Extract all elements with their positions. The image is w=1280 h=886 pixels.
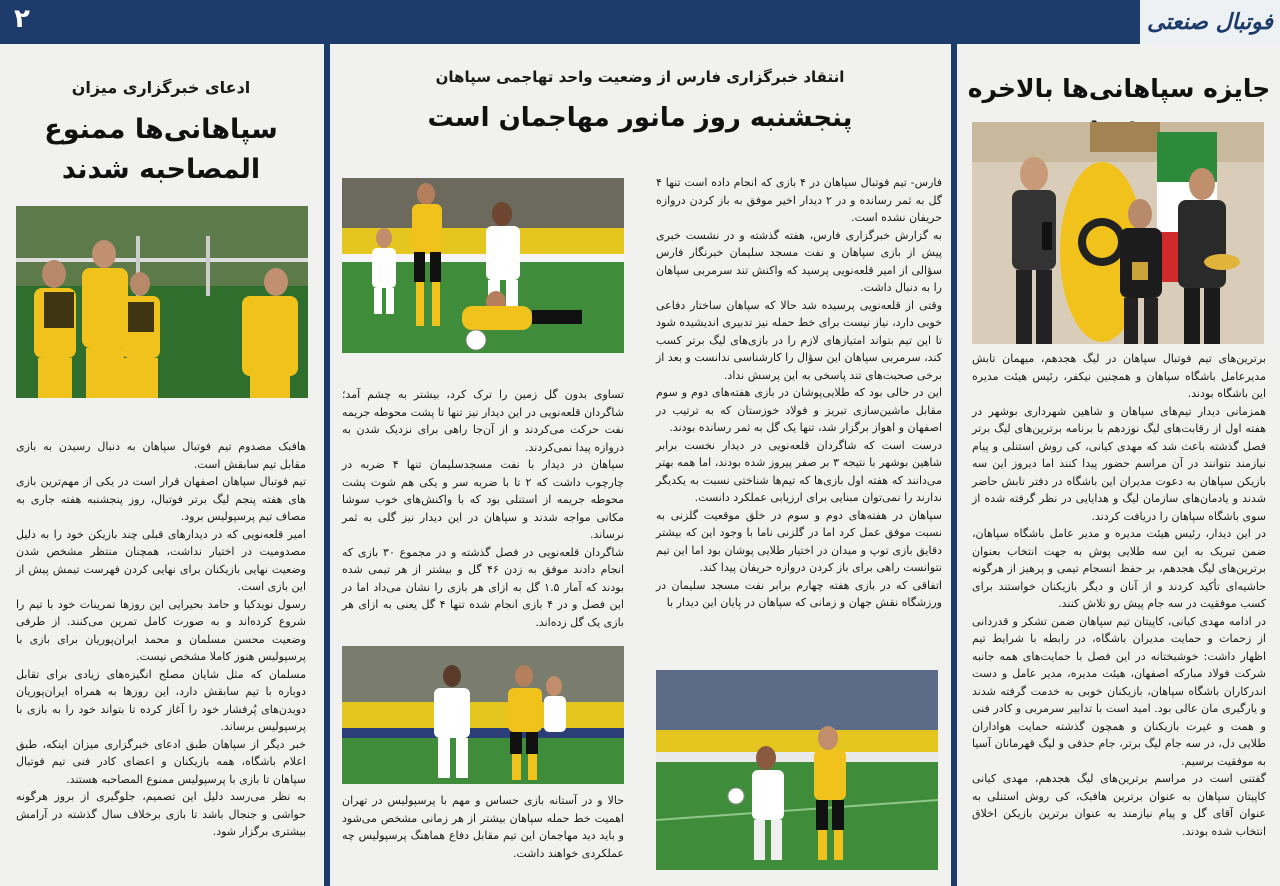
middle-right-subcolumn — [656, 174, 942, 612]
paragraph: در ادامه مهدی کیانی، کاپیتان تیم سپاهان ضمن تشکر و قدردانی از زحمات و حمایت مدیران باشگاه، در رابطه با شرایط تیم اظهار داشت: خوشبختانه در این فصل با حمایت‌های همه جانبه شرکت فولاد مبارکه اصفهان، هیئت مدیره، مدیر عامل و دست اندرکاران باشگاه سپاهان، بازیکنان خوبی به خدمت گرفته شدند و یارگیری مان عالی بود. امید است با تدابیر سرمربی و کادر فنی و همت و غیرت بازیکنان و همچون گذشته حمایت هواداران طلایی دل، در سه جام لیگ برتر، جام حذفی و لیگ قهرمانان آسیا به موفقیت برسیم. — [972, 614, 1266, 768]
awards-photo — [972, 122, 1264, 344]
training-photo — [16, 206, 308, 398]
match-photo-3 — [342, 646, 624, 784]
paragraph: سپاهان در هفته‌های دوم و سوم در خلق موقعیت گلزنی به نسبت موفق عمل کرد اما در گلزنی ناما با وجود این که بیشتر دقایق بازی توپ و میدان در اختیار طلایی پوشان بود اما این تیم نتوانست راهی برای باز کردن دروازه حریفان پیدا کند. — [656, 508, 942, 574]
left-article-body — [16, 438, 306, 841]
paragraph: فارس- تیم فوتبال سپاهان در ۴ بازی که انجام داده است تنها ۴ گل به ثمر رسانده و در ۲ دیدار اخیر موفق به باز کردن دروازه حریفان نشده است. — [656, 176, 943, 224]
match-photo-3-image — [342, 646, 624, 784]
paragraph: سپاهان در دیدار با نفت مسجدسلیمان تنها ۴ ضربه در چارچوب داشت که ۲ تا با ضربه سر و یکی هم شوت پشت محوطه جریمه از استنلی بود که با واکنش‌های خوب سوشا مکانی مواجه شدند و سپاهان در این دیدار نیز گلی به ثمر نرساند. — [342, 458, 624, 541]
paragraph: به نظر می‌رسد دلیل این تصمیم، جلوگیری از بروز هرگونه حواشی و جنجال باشد تا بازی برخلاف سال گذشته در آرامش بیشتری برگزار شود. — [16, 790, 306, 838]
middle-headline: پنجشنبه روز مانور مهاجمان است — [427, 103, 853, 133]
paragraph: گفتنی است در مراسم برترین‌های لیگ هجدهم، مهدی کیانی کاپیتان سپاهان به عنوان برترین هافبک، کی روش استنلی به عنوان آقای گل و پیام نیازمند به عنوان برترین بازیکن اخلاق انتخاب شده بودند. — [972, 772, 1266, 838]
match-photo-2-image — [656, 670, 938, 870]
left-kicker: ادعای خبرگزاری میزان — [71, 78, 251, 97]
middle-kicker: انتقاد خبرگزاری فارس از وضعیت واحد تهاجمی سپاهان — [435, 68, 845, 86]
middle-left-subcolumn — [342, 386, 624, 631]
right-article — [958, 44, 1280, 886]
left-headline: سپاهانی‌ها ممنوع المصاحبه شدند — [44, 114, 278, 185]
paragraph: برترین‌های تیم فوتبال سپاهان در لیگ هجدهم، میهمان تابش مدیرعامل باشگاه سپاهان و همچنین نیکفر، رئیس هیئت مدیره این باشگاه بودند. — [972, 352, 1266, 400]
paragraph: همزمانی دیدار تیم‌های سپاهان و شاهین شهرداری بوشهر در هفته اول از رقابت‌های لیگ نوزدهم با برنامه برترین‌های لیگ برتر فصل گذشته باعث شد که مهدی کیانی، کی روش استنلی و پیام نیازمند نتوانند در آن مراسم حضور پیدا کنند اما دیروز این سه بازیکن سپاهان به دعوت مدیران این باشگاه در دفتر تابش حاضر شدند و یادمان‌های سازمان لیگ و هدایایی در نظر گرفته شده از سوی باشگاه سپاهان را دریافت کردند. — [972, 404, 1266, 523]
training-photo-image — [16, 206, 308, 398]
paragraph: تساوی بدون گل زمین را ترک کرد، بیشتر به چشم آمد؛ شاگردان قلعه‌نویی در این دیدار نیز تنها تا پشت محوطه جریمه نفت حرکت می‌کردند و از آن‌جا راهی برای نزدیک شدن به دروازه پیدا نمی‌کردند. — [342, 388, 624, 454]
middle-closing — [342, 792, 624, 862]
paragraph: تیم فوتبال سپاهان اصفهان قرار است در یکی از مهم‌ترین بازی های هفته پنجم لیگ برتر فوتبال، روز پنجشنبه هفته جاری به مصاف تیم پرسپولیس برود. — [16, 475, 306, 523]
paragraph: رسول نویدکیا و حامد بحیرایی این روزها تمرینات خود با تیم را شروع کرده‌اند و به صورت کامل تمرین می‌کنند. از طرفی وضعیت محسن مسلمان و محمد ایران‌پوریان برای بازی با پرسپولیس هنوز کاملا مشخص نیست. — [16, 597, 306, 663]
column-divider — [951, 44, 957, 886]
paragraph: هافبک مصدوم تیم فوتبال سپاهان به دنبال رسیدن به بازی مقابل تیم سابقش است. — [16, 440, 306, 471]
paragraph: حالا و در آستانه بازی حساس و مهم با پرسپولیس در تهران اهمیت خط حمله سپاهان بیشتر از هر زمانی مشخص می‌شود و باید دید مهاجمان این تیم مقابل دفاع هماهنگ پرسپولیس چه عملکردی خواهند داشت. — [342, 794, 624, 860]
match-photo-1-image — [342, 178, 624, 353]
top-bar — [0, 0, 1280, 44]
right-headline: جایزه سپاهانی‌ها بالاخره — [967, 74, 1271, 103]
paragraph: درست است که شاگردان قلعه‌نویی در دیدار نخست برابر شاهین بوشهر با نتیجه ۳ بر صفر پیروز شده بودند، اما همه بهتر می‌دانند که هفته اول بازی‌ها که تیم‌ها شناختی نسبت به یکدیگر ندارند را نمی‌توان مبنایی برای ارزیابی عملکرد دانست. — [656, 438, 943, 504]
match-photo-2 — [656, 670, 938, 870]
awards-photo-image — [972, 122, 1264, 344]
paragraph: خبر دیگر از سپاهان طبق ادعای خبرگزاری میزان اینکه، طبق اعلام باشگاه، همه بازیکنان و اعضای کادر فنی تیم فوتبال سپاهان تا بازی با پرسپولیس ممنوع المصاحبه هستند. — [16, 737, 306, 786]
paragraph: در این دیدار، رئیس هیئت مدیره و مدیر عامل باشگاه سپاهان، ضمن تبریک به این سه طلایی پوش به جهت انتخاب بعنوان برترین‌های لیگ هجدهم، بر حفظ انسجام تیمی و پرهیز از هرگونه حاشیه‌ای تأکید کردند و از آنان و دیگر بازیکنان خواستند برای کسب موفقیت در سه جام پیش رو تلاش کنند. — [972, 527, 1266, 610]
middle-article — [330, 44, 950, 886]
right-article-body — [972, 350, 1266, 840]
match-photo-1 — [342, 178, 624, 353]
left-article — [0, 44, 322, 886]
page-number: ۲ — [14, 4, 30, 34]
brand-logo: فوتبال صنعتی — [1140, 0, 1280, 44]
paragraph: به گزارش خبرگزاری فارس، هفته گذشته و در نشست خبری پیش از بازی سپاهان و نفت مسجد سلیمان خبرنگار فارس سؤالی از امیر قلعه‌نویی پرسید که واکنش تند سرمربی سپاهان را به دنبال داشت. — [656, 228, 942, 294]
paragraph: این در حالی بود که طلایی‌پوشان در بازی هفته‌های دوم و سوم مقابل ماشین‌سازی تبریز و فولاد خوزستان که به ترتیب در اصفهان و اهواز برگزار شد، تنها یک گل به ثمر رسانده بودند. — [656, 386, 942, 434]
paragraph: اتفاقی که در بازی هفته چهارم برابر نفت مسجد سلیمان در ورزشگاه نقش جهان و زمانی که سپاهان در پایان این دیدار با — [656, 578, 942, 609]
paragraph: وقتی از قلعه‌نویی پرسیده شد حالا که سپاهان ساختار دفاعی خوبی دارد، نیاز نیست برای خط حمله نیز تدبیری اندیشیده شود تا این تیم بتواند امتیازهای لازم را در بازی‌های لیگ برتر کسب کند، سرمربی سپاهان این سؤال را کارشناسی ندانست و بعد از برخی صحبت‌های تند پاسخی به این پرسش نداد. — [656, 298, 942, 382]
paragraph: شاگردان قلعه‌نویی در فصل گذشته و در مجموع ۳۰ بازی که انجام دادند موفق به زدن ۴۶ گل و بیشتر از هر تیمی شده بودند که آمار ۱.۵ گل به ازای هر بازی را نشان می‌داد اما در این فصل و در ۴ بازی انجام شده تنها ۴ گل یعنی به ازای هر بازی یک گل زده‌اند. — [342, 545, 625, 629]
paragraph: امیر قلعه‌نویی که در دیدارهای قبلی چند بازیکن خود را به دلیل مصدومیت در اختیار نداشت، همچنان منتظر مشخص شدن وضعیت نهایی بازیکنان برای نهایی کردن فهرست تیمش پیش از این بازی است. — [16, 527, 306, 593]
paragraph: مسلمان که مثل شایان مصلح انگیزه‌های زیادی برای تقابل دوباره با تیم سابقش دارد، این روزها به همراه ایران‌پوریان دویدن‌های پُرفشار خود را آغاز کرده تا بتواند خود را به بازی با پرسپولیس برساند. — [16, 667, 306, 733]
